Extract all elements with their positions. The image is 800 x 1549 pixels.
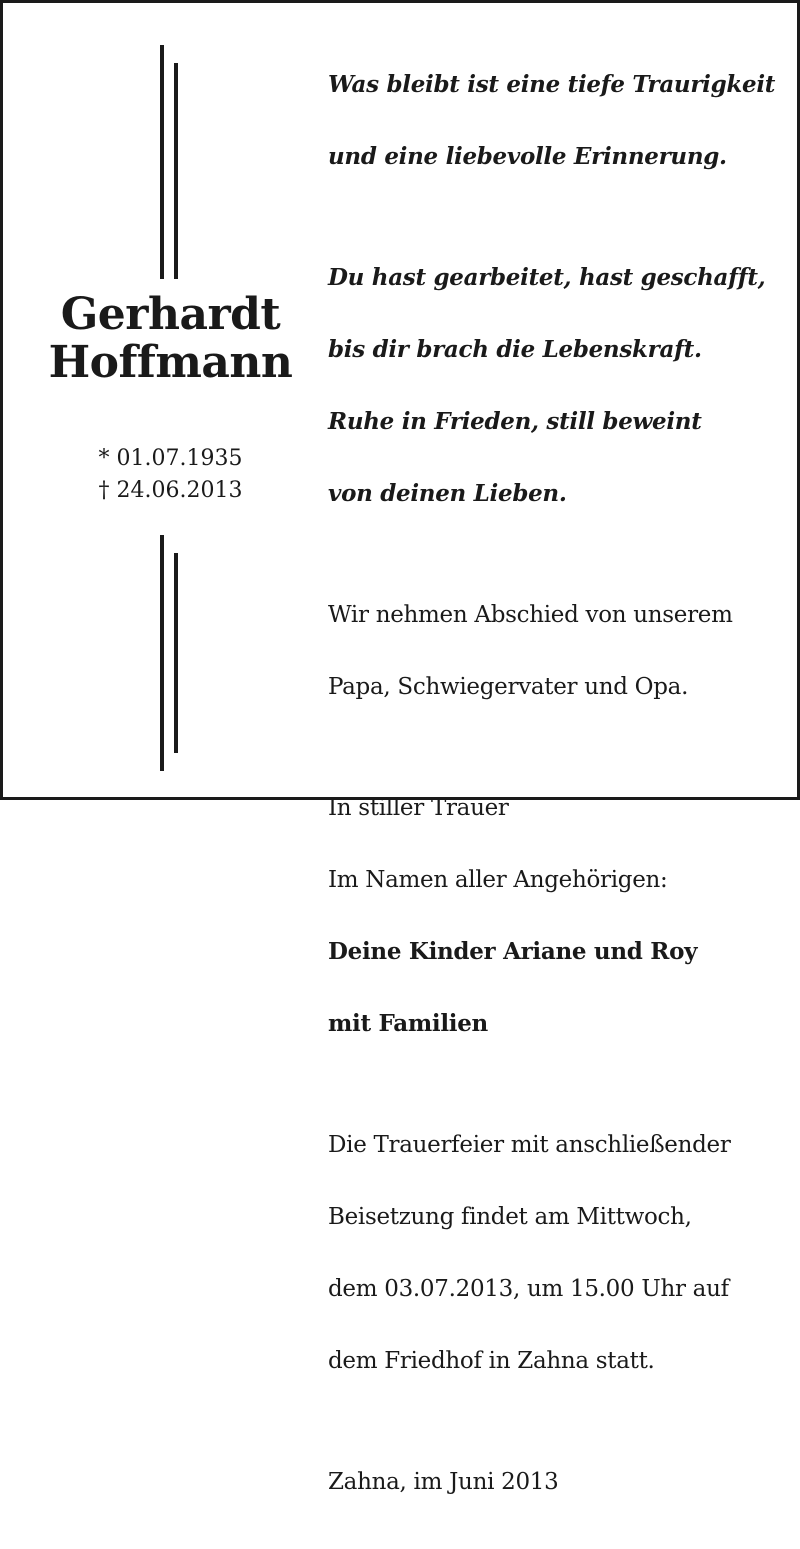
mourners-line: In stiller Trauer [328,795,509,821]
upper-rule-long [160,45,164,279]
farewell-line: Wir nehmen Abschied von unserem [328,602,733,628]
mourners-names: mit Familien [328,1010,488,1037]
poem-line: Ruhe in Frieden, still beweint [328,408,702,435]
poem-line: bis dir brach die Lebenskraft. [328,336,702,363]
poem-verse-2 [328,224,788,548]
upper-rule-short [174,63,178,279]
place-date [328,1428,788,1536]
farewell-line: Papa, Schwiegervater und Opa. [328,674,689,700]
lower-rule-long [160,535,164,771]
mourners-names: Deine Kinder Ariane und Roy [328,938,698,965]
funeral-line: Die Trauerfeier mit anschließender [328,1132,731,1158]
deceased-name [33,291,308,387]
birth-date: * 01.07.1935 [98,446,243,471]
funeral-line: dem Friedhof in Zahna statt. [328,1348,655,1374]
funeral-line: dem 03.07.2013, um 15.00 Uhr auf [328,1276,729,1302]
poem-line: von deinen Lieben. [328,480,567,507]
lower-rule-short [174,553,178,753]
funeral-line: Beisetzung findet am Mittwoch, [328,1204,692,1230]
place-date-line: Zahna, im Juni 2013 [328,1469,559,1495]
last-name: Hoffmann [48,337,293,388]
poem-line: und eine liebevolle Erinnerung. [328,143,727,170]
notice-text [328,31,788,1549]
farewell-paragraph [328,561,788,741]
mourners-paragraph [328,754,788,1078]
poem-verse-1 [328,31,788,211]
poem-line: Du hast gearbeitet, hast geschafft, [328,264,766,291]
mourners-line: Im Namen aller Angehörigen: [328,867,668,893]
death-date: † 24.06.2013 [98,478,243,503]
life-dates [33,443,308,507]
funeral-paragraph [328,1091,788,1415]
first-name: Gerhardt [60,289,281,340]
poem-line: Was bleibt ist eine tiefe Traurigkeit [328,71,776,98]
